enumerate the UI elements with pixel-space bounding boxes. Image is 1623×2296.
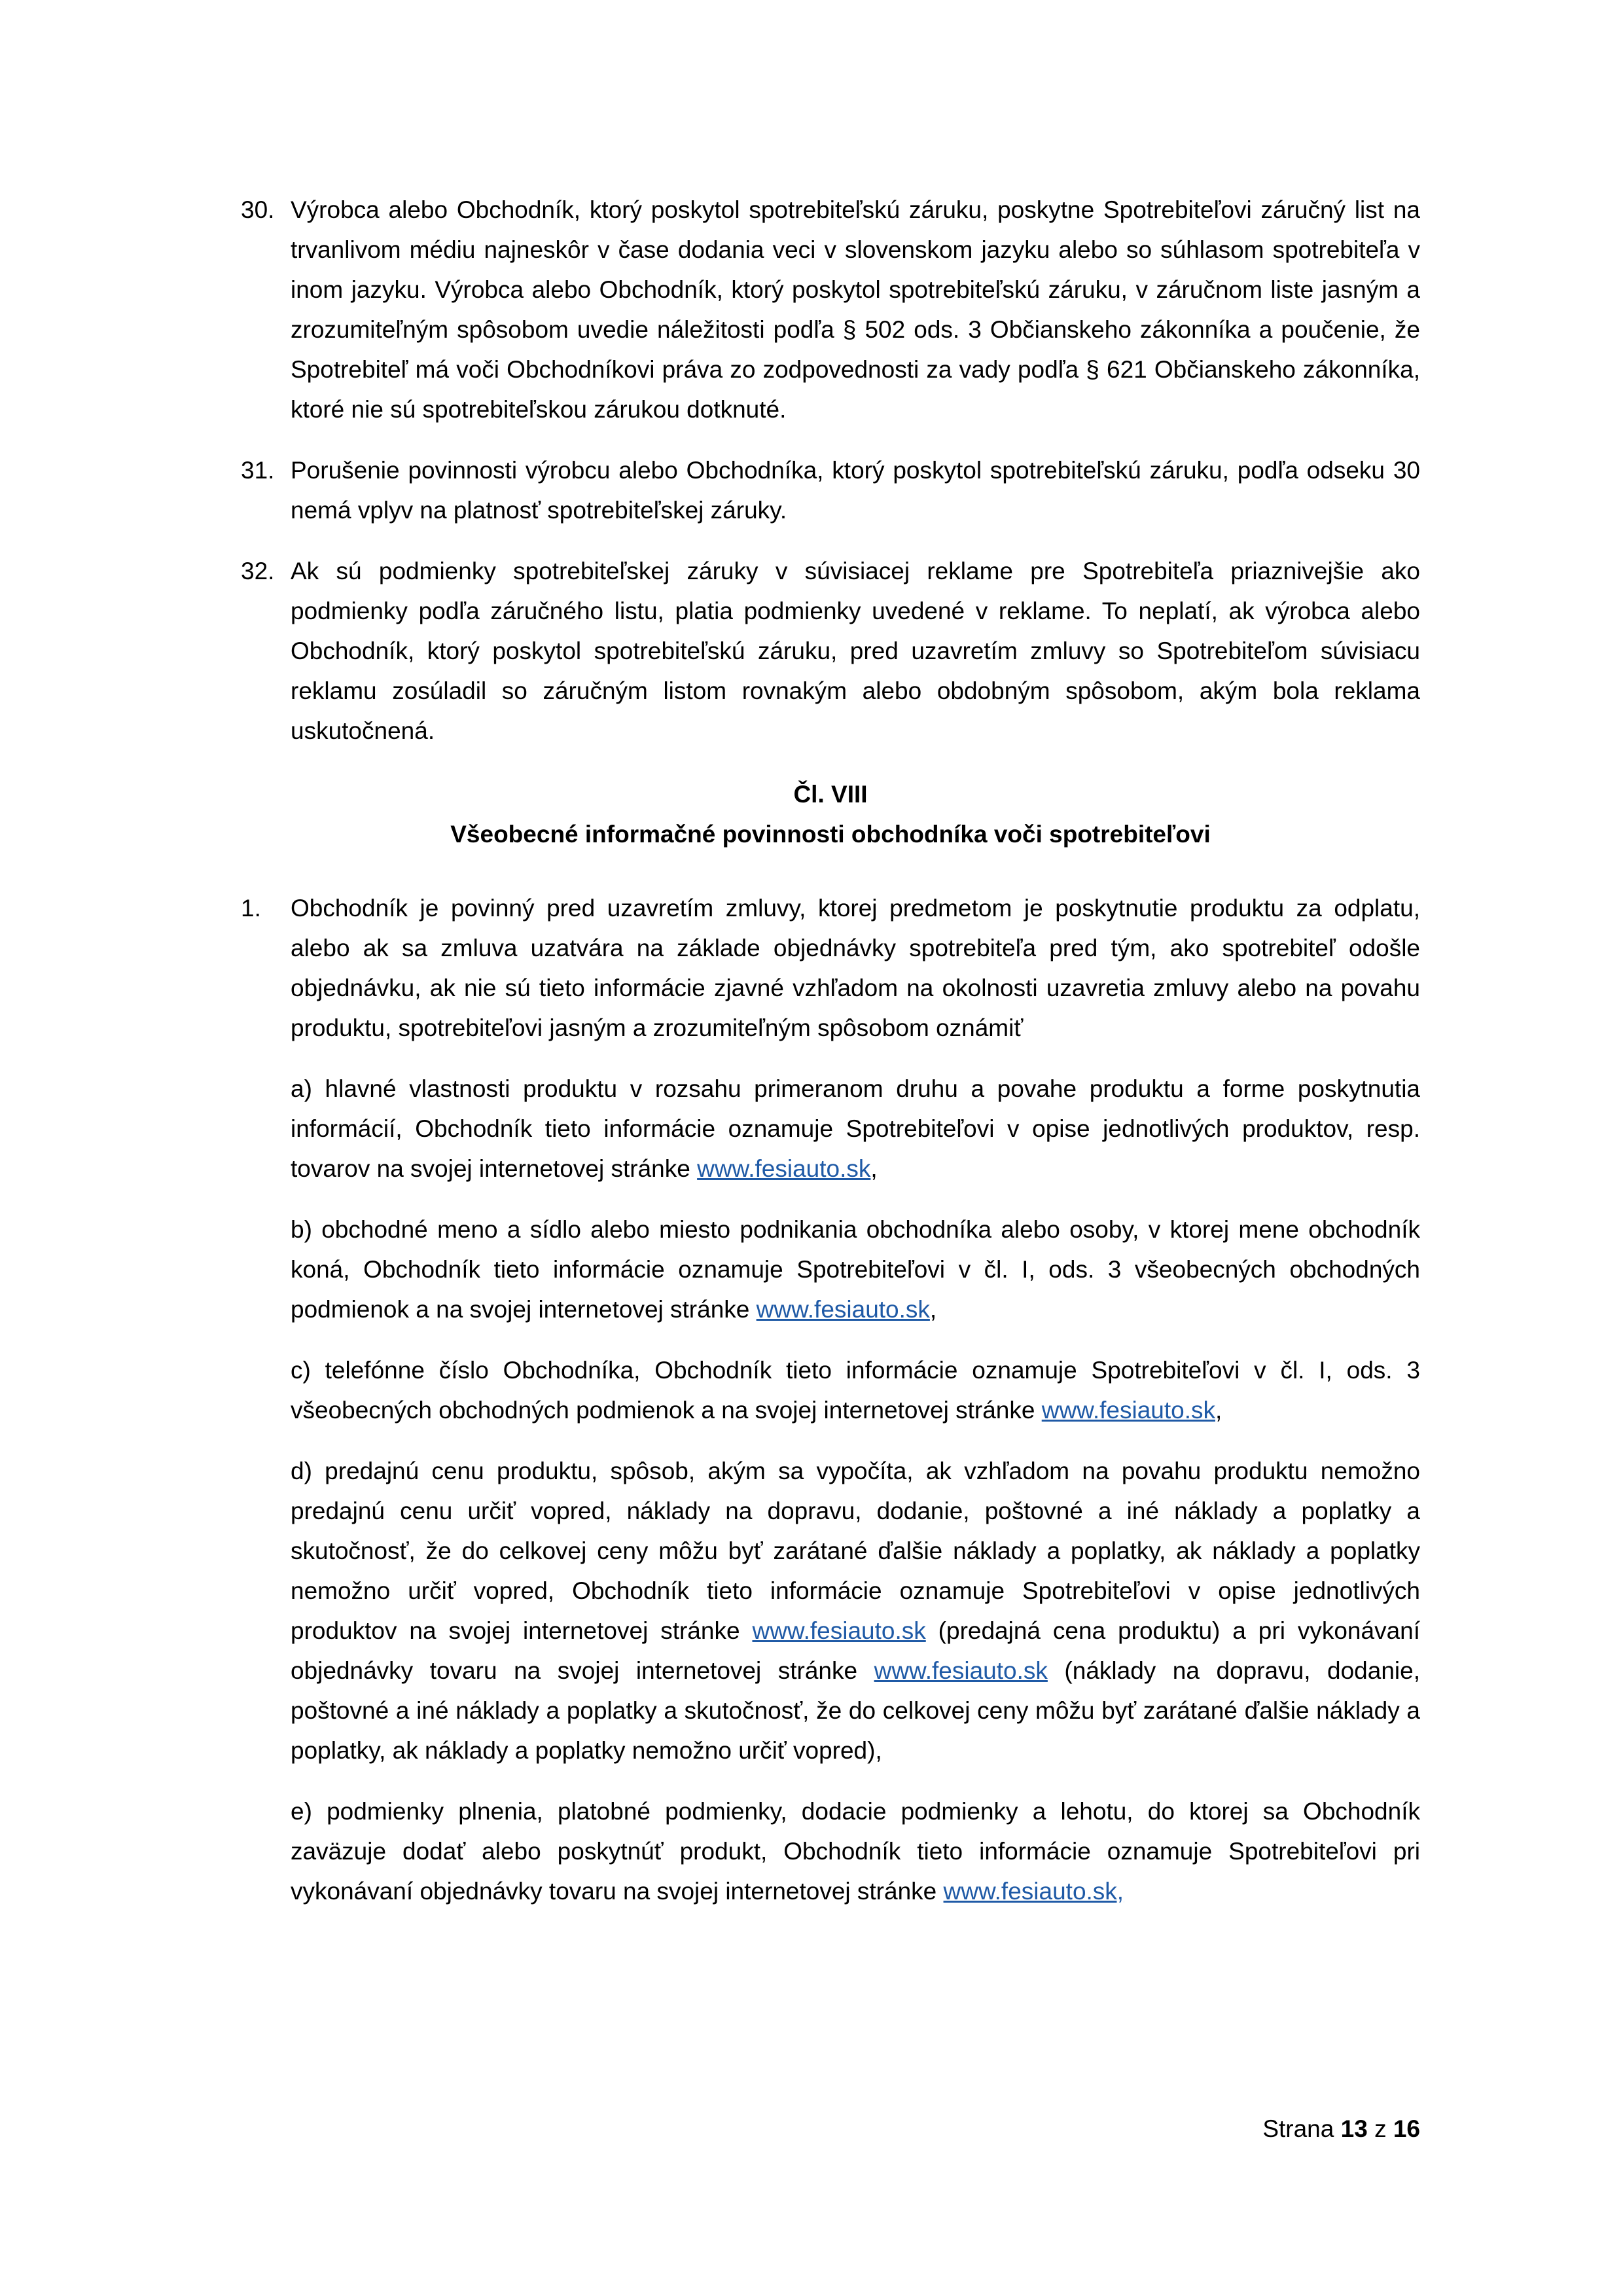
- subitem-c: [241, 1350, 1420, 1430]
- subitem-text-end: (náklady na dopravu, dodanie, poštovné a iné náklady a poplatky a skutočnosť, že do celkovej ceny môžu byť zarátané ďalšie náklady a poplatky, ak náklady a poplatky nemožno určiť vopred),: [291, 1657, 1420, 1764]
- subitem-text-end: ,: [929, 1296, 937, 1323]
- subitem-text: b) obchodné meno a sídlo alebo miesto podnikania obchodníka alebo osoby, v ktorej mene obchodník koná, Obchodník tieto informácie oznamuje Spotrebiteľovi v čl. I, ods. 3 všeobecných obchodných podmienok a na svojej internetovej stránke: [291, 1216, 1420, 1323]
- item-number: 32.: [241, 558, 275, 584]
- list-item-30: [241, 190, 1420, 429]
- subitem-text: d) predajnú cenu produktu, spôsob, akým sa vypočíta, ak vzhľadom na povahu produktu nemožno predajnú cenu určiť vopred, náklady na dopravu, dodanie, poštovné a iné náklady a poplatky a skutočnosť, že do celkovej ceny môžu byť zarátané ďalšie náklady a poplatky, ak náklady a poplatky nemožno určiť vopred, Obchodník tieto informácie oznamuje Spotrebiteľovi v opise jednotlivých produktov na svojej internetovej stránke: [291, 1458, 1420, 1644]
- website-link[interactable]: www.fesiauto.sk: [697, 1155, 871, 1182]
- total-pages-number: 16: [1393, 2115, 1420, 2142]
- current-page-number: 13: [1340, 2115, 1368, 2142]
- section-heading: [241, 774, 1420, 854]
- website-link[interactable]: www.fesiauto.sk: [874, 1657, 1048, 1684]
- item-number: 31.: [241, 457, 275, 484]
- website-link[interactable]: www.fesiauto.sk: [752, 1617, 926, 1644]
- subitem-a: [241, 1069, 1420, 1189]
- item-text: Obchodník je povinný pred uzavretím zmluvy, ktorej predmetom je poskytnutie produktu za odplatu, alebo ak sa zmluva uzatvára na základe objednávky spotrebiteľa pred tým, ako spotrebiteľ odošle objednávku, ak nie sú tieto informácie zjavné vzhľadom na okolnosti uzavretia zmluvy alebo na povahu produktu, spotrebiteľovi jasným a zrozumiteľným spôsobom oznámiť: [291, 895, 1420, 1041]
- list-item-31: [241, 450, 1420, 530]
- page-content: [241, 190, 1420, 1932]
- footer-of: z: [1374, 2115, 1387, 2142]
- item-text: Porušenie povinnosti výrobcu alebo Obchodníka, ktorý poskytol spotrebiteľskú záruku, podľa odseku 30 nemá vplyv na platnosť spotrebiteľskej záruky.: [291, 457, 1420, 524]
- subitem-text: c) telefónne číslo Obchodníka, Obchodník tieto informácie oznamuje Spotrebiteľovi v čl. I, ods. 3 všeobecných obchodných podmienok a na svojej internetovej stránke: [291, 1357, 1420, 1424]
- website-link[interactable]: www.fesiauto.sk: [756, 1296, 930, 1323]
- website-link[interactable]: www.fesiauto.sk: [1041, 1397, 1215, 1424]
- article-number: Čl. VIII: [793, 781, 868, 808]
- website-link[interactable]: www.fesiauto.sk,: [943, 1878, 1124, 1905]
- subitem-text-end: ,: [870, 1155, 878, 1182]
- subitem-text: a) hlavné vlastnosti produktu v rozsahu primeranom druhu a povahe produktu a forme poskytnutia informácií, Obchodník tieto informácie oznamuje Spotrebiteľovi v opise jednotlivých produktov, resp. tovarov na svojej internetovej stránke: [291, 1075, 1420, 1182]
- item-number: 30.: [241, 196, 275, 223]
- subitem-e: [241, 1791, 1420, 1911]
- footer-label: Strana: [1262, 2115, 1334, 2142]
- subitem-text-middle: (predajná cena produktu) a pri vykonávaní objednávky tovaru na svojej internetovej stránke: [291, 1617, 1421, 1684]
- page-footer: [1262, 2109, 1420, 2149]
- subitem-text: e) podmienky plnenia, platobné podmienky, dodacie podmienky a lehotu, do ktorej sa Obchodník zaväzuje dodať alebo poskytnúť produkt, Obchodník tieto informácie oznamuje Spotrebiteľovi pri vykonávaní objednávky tovaru na svojej internetovej stránke: [291, 1798, 1420, 1905]
- item-text: Ak sú podmienky spotrebiteľskej záruky v súvisiacej reklame pre Spotrebiteľa priaznivejšie ako podmienky podľa záručného listu, platia podmienky uvedené v reklame. To neplatí, ak výrobca alebo Obchodník, ktorý poskytol spotrebiteľskú záruku, pred uzavretím zmluvy so Spotrebiteľom súvisiacu reklamu zosúladil so záručným listom rovnakým alebo obdobným spôsobom, akým bola reklama uskutočnená.: [291, 558, 1420, 744]
- item-text: Výrobca alebo Obchodník, ktorý poskytol spotrebiteľskú záruku, poskytne Spotrebiteľovi záručný list na trvanlivom médiu najneskôr v čase dodania veci v slovenskom jazyku alebo so súhlasom spotrebiteľa v inom jazyku. Výrobca alebo Obchodník, ktorý poskytol spotrebiteľskú záruku, v záručnom liste jasným a zrozumiteľným spôsobom uvedie náležitosti podľa § 502 ods. 3 Občianskeho zákonníka a poučenie, že Spotrebiteľ má voči Obchodníkovi práva zo zodpovednosti za vady podľa § 621 Občianskeho zákonníka, ktoré nie sú spotrebiteľskou zárukou dotknuté.: [291, 196, 1420, 423]
- list-item-1: [241, 888, 1420, 1048]
- item-number: 1.: [241, 895, 261, 922]
- subitem-d: [241, 1451, 1420, 1770]
- article-title: Všeobecné informačné povinnosti obchodníka voči spotrebiteľovi: [450, 821, 1211, 848]
- subitem-text-end: ,: [1215, 1397, 1222, 1424]
- list-item-32: [241, 551, 1420, 751]
- subitem-b: [241, 1210, 1420, 1329]
